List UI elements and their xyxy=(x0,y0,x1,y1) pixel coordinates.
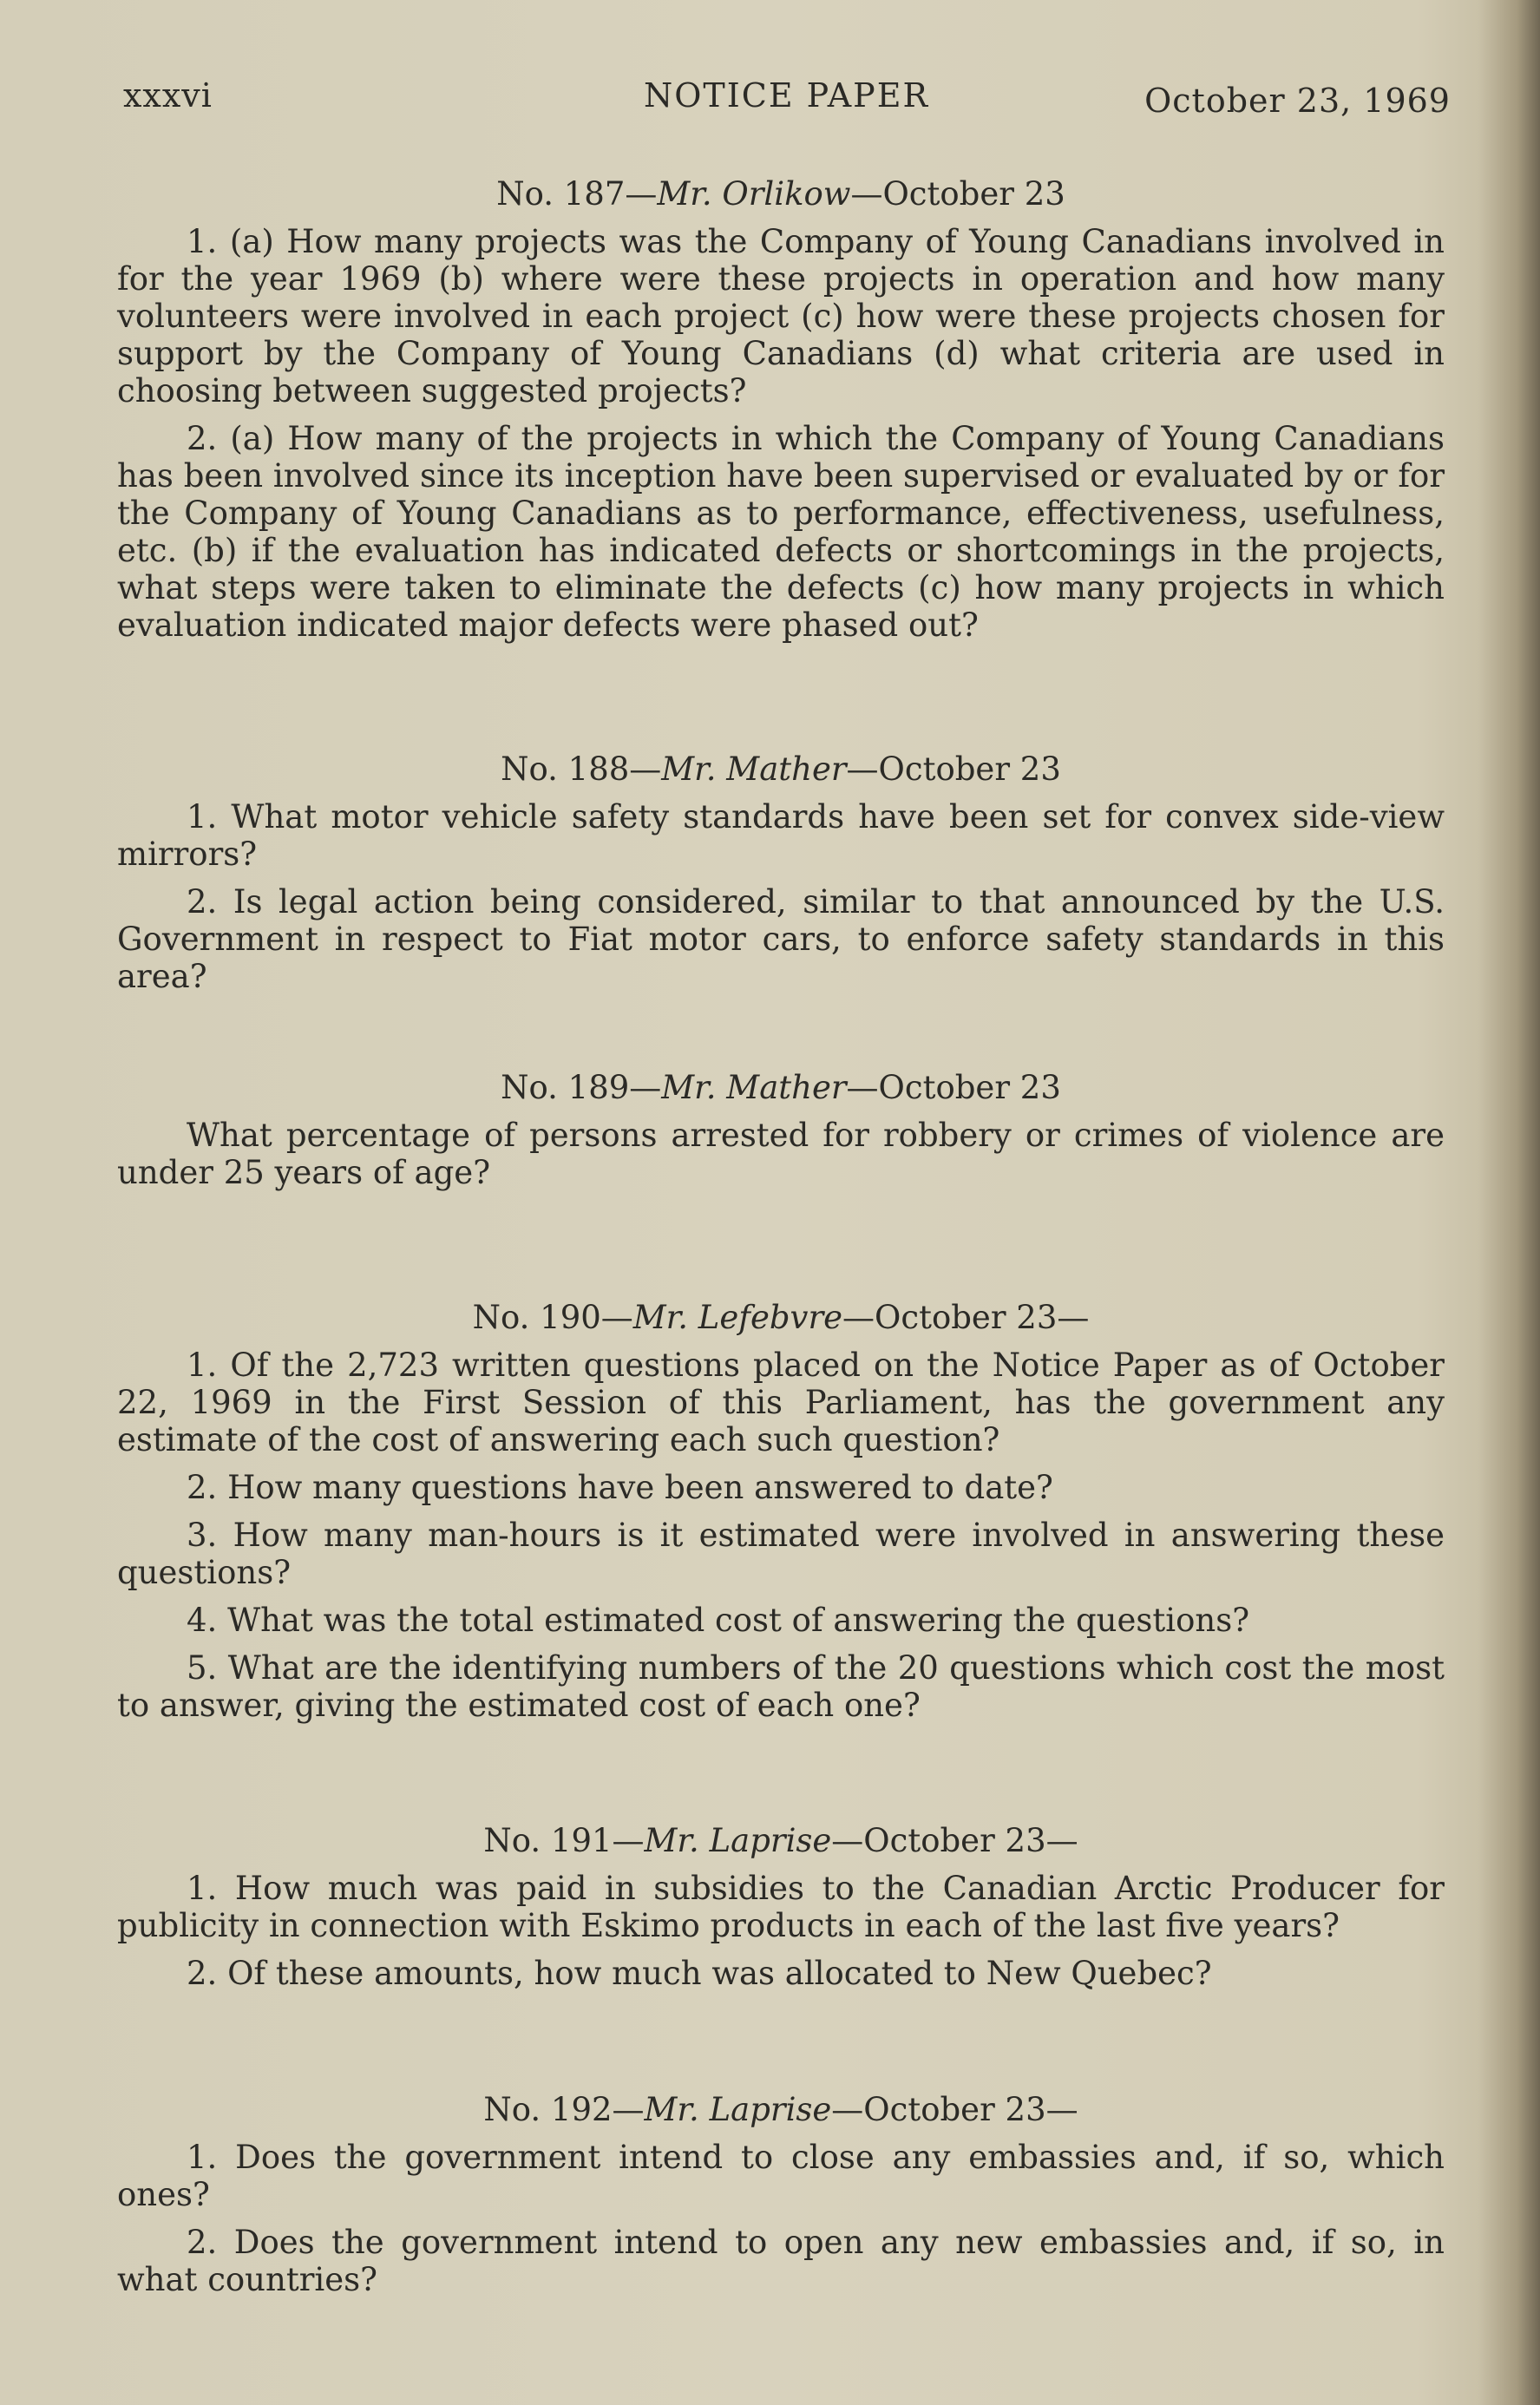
question-heading xyxy=(117,1822,1445,1859)
question-paragraph: 1. What motor vehicle safety standards have been set for convex side-view mirrors? xyxy=(117,798,1445,873)
question-paragraph: 3. How many man-hours is it estimated were involved in answering these questions? xyxy=(117,1517,1445,1591)
question-member: Mr. Lefebvre xyxy=(632,1299,843,1336)
question-date: —October 23— xyxy=(831,1822,1078,1859)
question-paragraph: What percentage of persons arrested for robbery or crimes of violence are under 25 years of age? xyxy=(117,1117,1445,1191)
question-192 xyxy=(117,2091,1445,2309)
question-heading xyxy=(117,750,1445,788)
question-member: Mr. Laprise xyxy=(644,2091,832,2128)
question-paragraph: 2. Is legal action being considered, similar to that announced by the U.S. Government in respect to Fiat motor cars, to enforce safety standards in this area? xyxy=(117,883,1445,995)
question-paragraph: 4. What was the total estimated cost of answering the questions? xyxy=(187,1602,1250,1639)
question-member: Mr. Mather xyxy=(661,1069,847,1106)
question-member: Mr. Laprise xyxy=(644,1822,832,1859)
question-heading xyxy=(117,1299,1445,1336)
question-paragraph: 1. (a) How many projects was the Company of Young Canadians involved in for the year 1969 (b) where were these projects in operation and how many volunteers were involved in each project (c) how were these projects chosen for support by the Company of Young Canadians (d) what criteria are used in choosing between suggested projects? xyxy=(117,223,1445,410)
question-paragraph: 5. What are the identifying numbers of the 20 questions which cost the most to answer, giving the estimated cost of each one? xyxy=(117,1649,1445,1724)
page-date: October 23, 1969 xyxy=(1144,82,1451,120)
question-paragraph: 2. How many questions have been answered to date? xyxy=(187,1469,1053,1506)
question-number: No. 188— xyxy=(501,750,662,788)
question-number: No. 191— xyxy=(483,1822,645,1859)
question-heading xyxy=(117,2091,1445,2128)
page-header xyxy=(123,76,1451,128)
question-member: Mr. Orlikow xyxy=(657,175,851,213)
question-paragraph: 2. (a) How many of the projects in which the Company of Young Canadians has been involved since its inception have been supervised or evaluated by or for the Company of Young Canadians as to performance, effectiveness, usefulness, etc. (b) if the evaluation has indicated defects or shortcomings in the projects, what steps were taken to eliminate the defects (c) how many projects in which evaluation indicated major defects were phased out? xyxy=(117,420,1445,644)
page-number: xxxvi xyxy=(123,76,213,115)
question-date: —October 23— xyxy=(831,2091,1078,2128)
question-number: No. 189— xyxy=(501,1069,662,1106)
question-188 xyxy=(117,750,1445,1006)
question-paragraph: 1. Of the 2,723 written questions placed on the Notice Paper as of October 22, 1969 in the First Session of this Parliament, has the government any estimate of the cost of answering each such question? xyxy=(117,1347,1445,1458)
question-paragraph: 1. Does the government intend to close any embassies and, if so, which ones? xyxy=(117,2139,1445,2213)
question-heading xyxy=(117,175,1445,213)
question-191 xyxy=(117,1822,1445,2002)
question-date: —October 23 xyxy=(850,175,1065,213)
question-paragraph: 2. Does the government intend to open any new embassies and, if so, in what countries? xyxy=(117,2224,1445,2298)
question-date: —October 23 xyxy=(846,1069,1061,1106)
question-number: No. 192— xyxy=(483,2091,645,2128)
question-paragraph: 2. Of these amounts, how much was allocated to New Quebec? xyxy=(187,1955,1212,1992)
question-190 xyxy=(117,1299,1445,1734)
question-number: No. 190— xyxy=(472,1299,633,1336)
question-187 xyxy=(117,175,1445,654)
question-189 xyxy=(117,1069,1445,1202)
question-date: —October 23 xyxy=(846,750,1061,788)
question-member: Mr. Mather xyxy=(661,750,847,788)
page-title: NOTICE PAPER xyxy=(644,76,930,115)
question-number: No. 187— xyxy=(496,175,658,213)
question-heading xyxy=(117,1069,1445,1106)
question-date: —October 23— xyxy=(842,1299,1090,1336)
question-paragraph: 1. How much was paid in subsidies to the Canadian Arctic Producer for publicity in connection with Eskimo products in each of the last five years? xyxy=(117,1870,1445,1944)
